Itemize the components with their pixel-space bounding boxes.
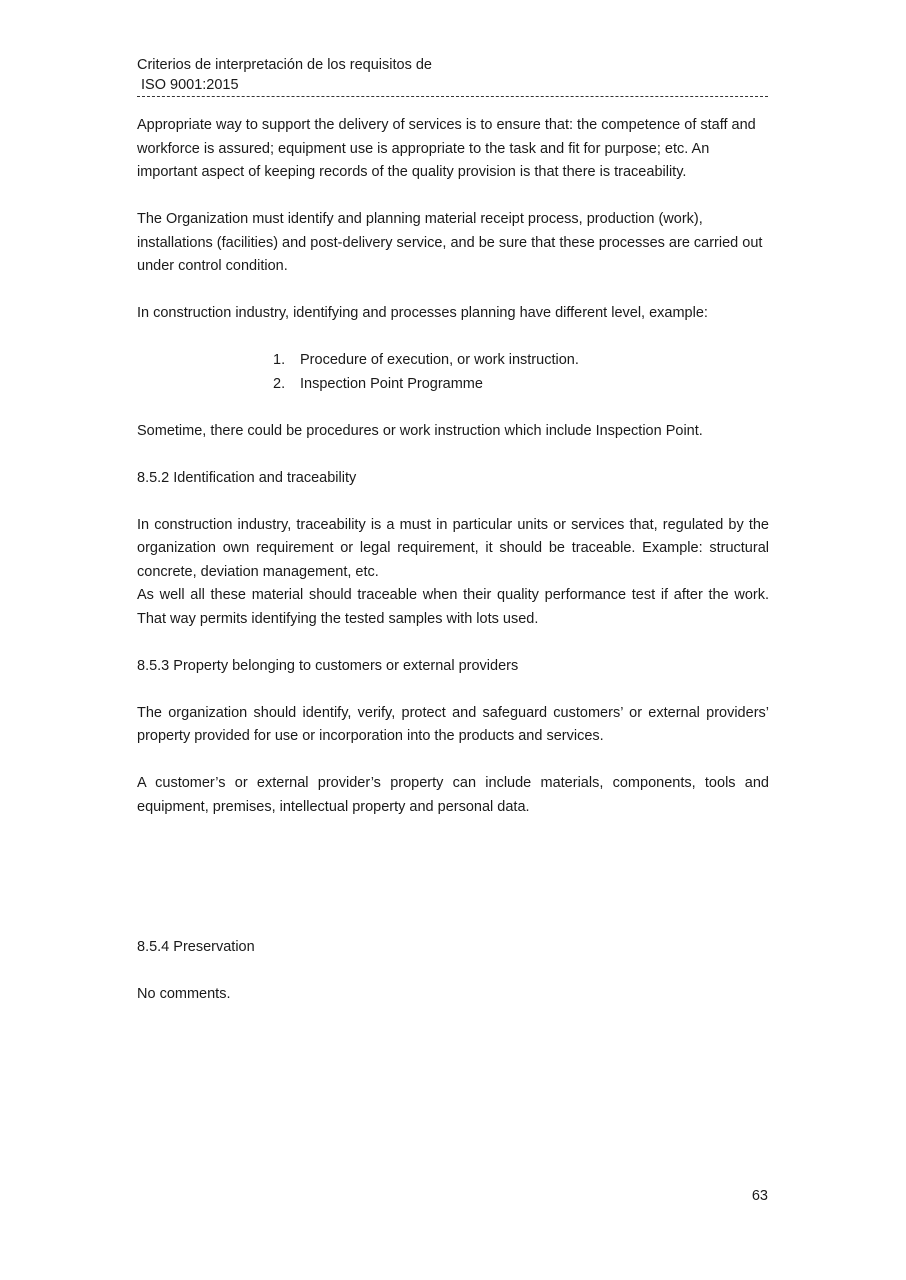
list-item-number: 2. [273,375,286,392]
header-title-line1: Criterios de interpretación de los requisitos de [137,57,432,73]
paragraph-property-examples: A customer’s or external provider’s property can include materials, components, tools and equipment, premises, intellectual property and personal data. [137,775,769,815]
page-number: 63 [751,1188,768,1204]
planning-levels-list [137,349,769,396]
list-item-text: Procedure of execution, or work instruction. [300,352,579,368]
section-heading-852: 8.5.2 Identification and traceability [137,469,357,486]
paragraph-no-comments: No comments. [137,986,231,1002]
paragraph-process-identification: The Organization must identify and planning material receipt process, production (work), installations (facilities) and post-delivery service, and be sure that these processes are carried out under control condition. [137,211,763,274]
paragraph-service-support: Appropriate way to support the delivery of services is to ensure that: the competence of staff and workforce is assured; equipment use is appropriate to the task and fit for purpose; etc. An important aspect of keeping records of the quality provision is that there is traceability. [137,117,756,180]
paragraph-inspection-point: Sometime, there could be procedures or work instruction which include Inspection Point. [137,422,703,439]
header-title-line2: ISO 9001:2015 [141,77,239,93]
section-heading-854: 8.5.4 Preservation [137,939,255,955]
list-item [137,373,769,397]
paragraph-traceability: In construction industry, traceability is a must in particular units or services that, regulated by the organization own requirement or legal requirement, it should be traceable. Example: structural concrete, deviation management, etc. [137,516,769,580]
list-item-text: Inspection Point Programme [300,375,483,392]
paragraph-traceability-tests: As well all these material should traceable when their quality performance test if after the work. That way permits identifying the tested samples with lots used. [137,587,769,627]
paragraph-customer-property: The organization should identify, verify, protect and safeguard customers’ or external providers’ property provided for use or incorporation into the products and services. [137,704,769,744]
paragraph-planning-levels: In construction industry, identifying and processes planning have different level, example: [137,305,708,321]
list-item-number: 1. [273,352,286,368]
page-header [137,55,769,95]
list-item [137,349,769,373]
header-divider [137,96,768,97]
section-heading-853: 8.5.3 Property belonging to customers or external providers [137,657,519,674]
page-body [137,114,769,1007]
